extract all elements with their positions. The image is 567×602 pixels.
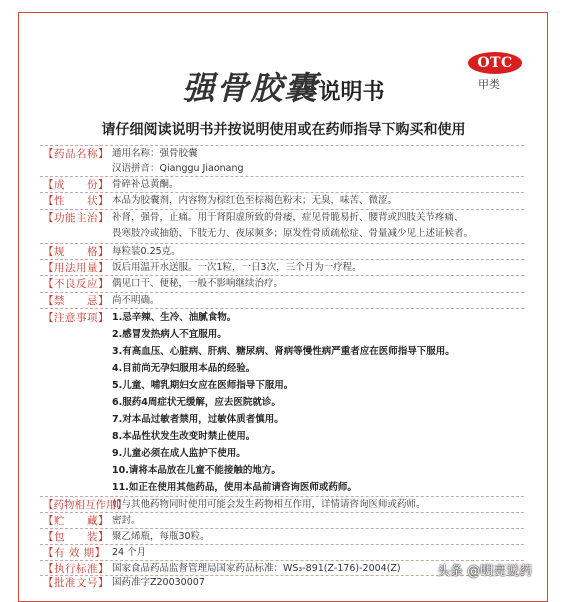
document-subtitle: 请仔细阅读说明书并按说明使用或在药师指导下购买和使用 (101, 122, 466, 138)
value-properties: 本品为胶囊剂，内容物为棕红色至棕褐色粉末；无臭，味苦、微涩。 (112, 195, 398, 206)
value-contraindications: 尚不明确。 (112, 295, 160, 306)
row-divider (40, 528, 524, 529)
document-title (0, 63, 567, 109)
label-drug-interactions: 【药物相互作用】 (43, 499, 127, 511)
label-validity: 【有 效 期】 (43, 547, 106, 559)
value-adverse-reactions: 偶见口干、便秘，一般不影响继续治疗。 (112, 278, 284, 289)
label-dosage: 【用法用量】 (43, 262, 109, 274)
precaution-item: 10.请将本品放在儿童不能接触的地方。 (112, 465, 281, 476)
row-divider (40, 176, 524, 177)
otc-category: 甲类 (478, 78, 500, 91)
row-divider (40, 544, 524, 545)
value-approval-number: 国药准字Z20030007 (112, 577, 205, 588)
row-divider (40, 209, 524, 210)
row-divider (40, 275, 524, 276)
value-common-name: 通用名称：强骨胶囊 (112, 148, 198, 159)
label-contraindications: 【禁 忌】 (43, 295, 109, 307)
row-divider (40, 192, 524, 193)
row-divider (40, 259, 524, 260)
label-specification: 【规 格】 (43, 246, 109, 258)
label-properties: 【性 状】 (43, 195, 109, 207)
title-suffix: 说明书 (318, 80, 385, 105)
value-package: 聚乙烯瓶，每瓶30粒。 (112, 531, 210, 542)
title-drug-name: 强骨胶囊 (182, 69, 319, 107)
precaution-item: 5.儿童、哺乳期妇女应在医师指导下服用。 (112, 380, 294, 391)
precaution-item: 6.服药4周症状无缓解，应去医院就诊。 (112, 397, 281, 408)
value-dosage: 饭后用温开水送服。一次1粒，一日3次，三个月为一疗程。 (112, 262, 362, 273)
value-specification: 每粒装0.25克。 (112, 246, 181, 257)
precaution-item: 8.本品性状发生改变时禁止使用。 (112, 431, 256, 442)
value-validity: 24 个月 (112, 547, 147, 558)
value-storage: 密封。 (112, 515, 141, 526)
row-divider (40, 512, 524, 513)
precaution-item: 7.对本品过敏者禁用，过敏体质者慎用。 (112, 414, 284, 425)
row-divider (40, 496, 524, 497)
label-approval-number: 【批准文号】 (43, 577, 109, 589)
value-ingredients: 骨碎补总黄酮。 (112, 179, 179, 190)
row-divider (40, 308, 524, 309)
precaution-item: 1.忌辛辣、生冷、油腻食物。 (112, 312, 237, 323)
label-storage: 【贮 藏】 (43, 515, 109, 527)
label-adverse-reactions: 【不良反应】 (43, 278, 109, 290)
source-watermark: 头条 @明亮说药 (437, 564, 533, 579)
value-indications-line2: 畏寒肢冷或抽筋、下肢无力、夜尿频多；原发性骨质疏松症、骨量减少见上述证候者。 (112, 228, 474, 239)
value-indications-line1: 补肾，强骨，止痛。用于肾阳虚所致的骨痿，症见骨脆易折、腰背或四肢关节疼痛、 (112, 212, 464, 223)
precaution-item: 9.儿童必须在成人监护下使用。 (112, 448, 246, 459)
label-precautions: 【注意事项】 (43, 312, 109, 324)
precaution-item: 3.有高血压、心脏病、肝病、糖尿病、肾病等慢性病严重者应在医师指导下服用。 (112, 346, 455, 357)
row-divider (40, 145, 524, 146)
value-drug-interactions: 如与其他药物同时使用可能会发生药物相互作用，详情请咨询医师或药师。 (112, 499, 426, 510)
label-standard: 【执行标准】 (43, 563, 109, 575)
label-package: 【包 装】 (43, 531, 109, 543)
precaution-item: 2.感冒发热病人不宜服用。 (112, 329, 227, 340)
value-pinyin: 汉语拼音：Qianggu Jiaonang (112, 163, 244, 174)
label-indications: 【功能主治】 (43, 212, 109, 224)
otc-badge: OTC (468, 52, 522, 74)
precaution-item: 4.目前尚无孕妇服用本品的经验。 (112, 363, 256, 374)
value-standard: 国家食品药品监督管理局国家药品标准：WS₃-891(Z-176)-2004(Z) (112, 563, 401, 574)
label-ingredients: 【成 份】 (43, 179, 109, 191)
row-divider (40, 243, 524, 244)
row-divider (40, 292, 524, 293)
precaution-item: 11.如正在使用其他药品，使用本品前请咨询医师或药师。 (112, 482, 357, 493)
label-drug-name: 【药品名称】 (43, 148, 109, 160)
